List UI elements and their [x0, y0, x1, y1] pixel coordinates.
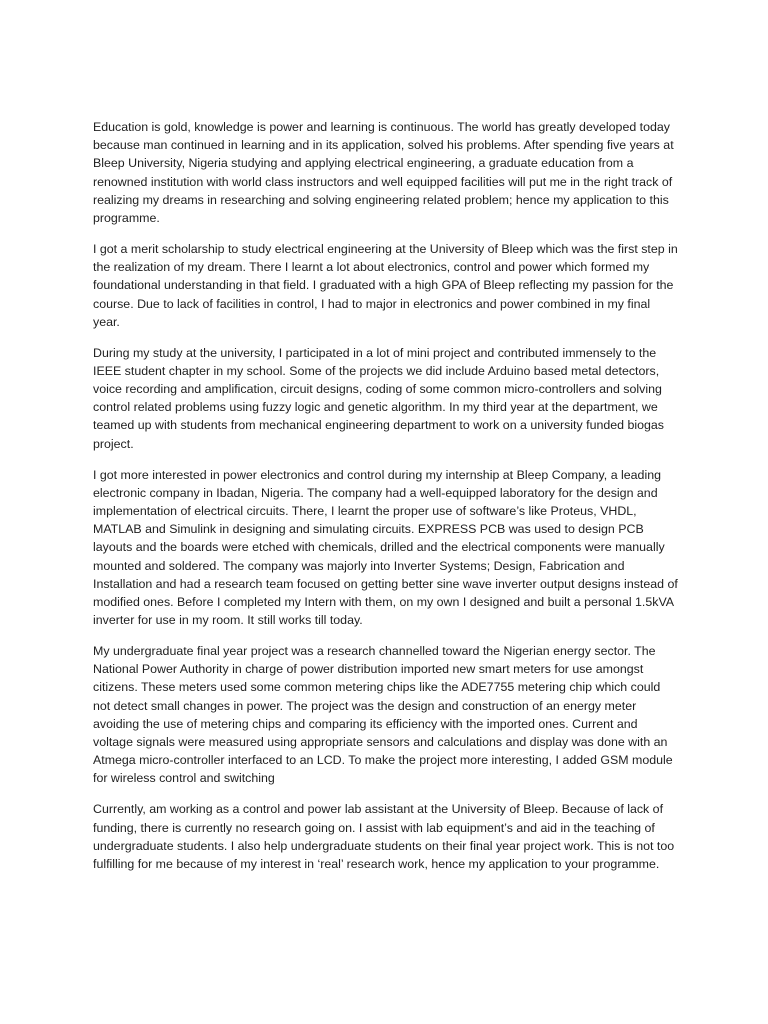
paragraph-internship: I got more interested in power electronics and control during my internship at Bleep Company, a leading electronic company in Ibadan, Nigeria. The company had a well-equipped laboratory for the design and implementation of electrical circuits. There, I learnt the proper use of software’s like Proteus, VHDL, MATLAB and Simulink in designing and simulating circuits. EXPRESS PCB was used to design PCB layouts and the boards were etched with chemicals, drilled and the electrical components were manually mounted and soldered. The company was majorly into Inverter Systems; Design, Fabrication and Installation and had a research team focused on getting better sine wave inverter output designs instead of modified ones. Before I completed my Intern with them, on my own I designed and built a personal 1.5kVA inverter for use in my room. It still works till today.: [93, 467, 678, 628]
paragraph-final-year-project: My undergraduate final year project was a research channelled toward the Nigerian energy sector. The National Power Authority in charge of power distribution imported new smart meters for use amongst citizens. These meters used some common metering chips like the ADE7755 metering chip which could not detect small changes in power. The project was the design and construction of an energy meter avoiding the use of metering chips and comparing its efficiency with the imported ones. Current and voltage signals were measured using appropriate sensors and calculations and display was done with an Atmega micro-controller interfaced to an LCD. To make the project more interesting, I added GSM module for wireless control and switching: [93, 644, 673, 786]
paragraph-scholarship: I got a merit scholarship to study electrical engineering at the University of Bleep which was the first step in the realization of my dream. There I learnt a lot about electronics, control and power which formed my foundational understanding in that field. I graduated with a high GPA of Bleep reflecting my passion for the course. Due to lack of facilities in control, I had to major in electronics and power combined in my final year.: [93, 241, 678, 329]
paragraph-university-projects: During my study at the university, I participated in a lot of mini project and contributed immensely to the IEEE student chapter in my school. Some of the projects we did include Arduino based metal detectors, voice recording and amplification, circuit designs, coding of some common micro-controllers and solving control related problems using fuzzy logic and genetic algorithm. In my third year at the department, we teamed up with students from mechanical engineering department to work on a university funded biogas project.: [93, 345, 664, 451]
document-body: [93, 118, 679, 886]
paragraph-education: Education is gold, knowledge is power and learning is continuous. The world has greatly developed today because man continued in learning and in its application, solved his problems. After spending five years at Bleep University, Nigeria studying and applying electrical engineering, a graduate education from a renowned institution with world class instructors and well equipped facilities will put me in the right track of realizing my dreams in researching and solving engineering related problem; hence my application to this programme.: [93, 120, 674, 226]
paragraph-current-role: Currently, am working as a control and power lab assistant at the University of Bleep. Because of lack of funding, there is currently no research going on. I assist with lab equipment’s and aid in the teaching of undergraduate students. I also help undergraduate students on their final year project work. This is not too fulfilling for me because of my interest in ‘real’ research work, hence my application to your programme.: [93, 802, 675, 871]
